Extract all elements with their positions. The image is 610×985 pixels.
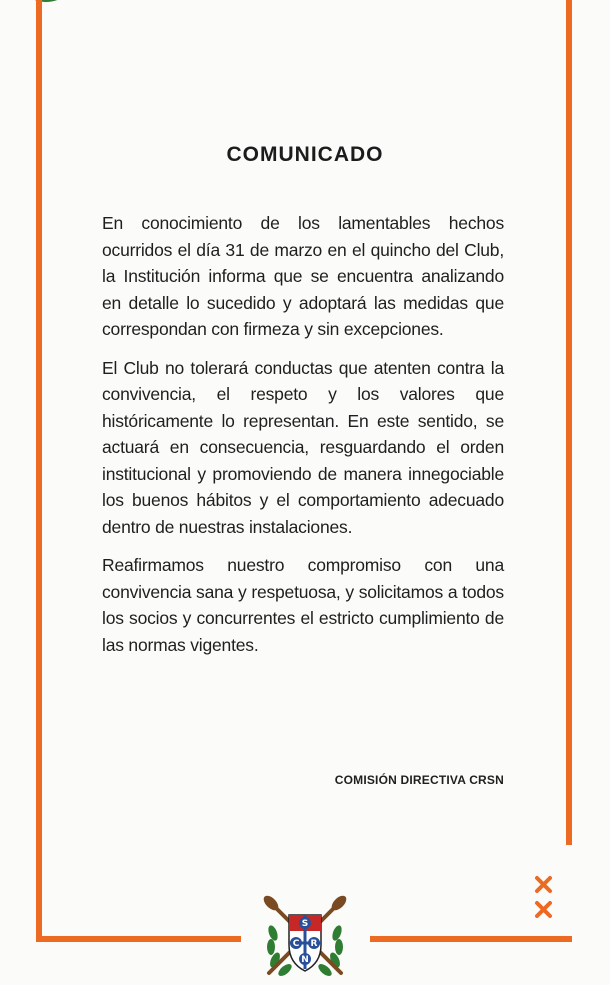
frame-bottom-right-border: [370, 936, 572, 942]
frame-left-border: [36, 0, 42, 942]
crest-letter-r: R: [310, 939, 318, 949]
paragraph-2: El Club no tolerará conductas que atenten contra la convivencia, el respeto y los valores que históricamente lo representan. En este sentido, se actuará en consecuencia, resguardando el orden institucional y promoviendo de manera innegociable los buenos hábitos y el comportamiento adecuado dentro de nuestras instalaciones.: [102, 357, 504, 537]
page-title: COMUNICADO: [226, 143, 384, 166]
announcement-body: [102, 210, 504, 670]
club-crest-partial-icon: [20, 0, 72, 16]
club-crest-icon: [259, 893, 351, 985]
paragraph-1: En conocimiento de los lamentables hechos ocurridos el día 31 de marzo en el quincho del Club, la Institución informa que se encuentra analizando en detalle lo sucedido y adoptará las medidas que correspondan con firmeza y sin excepciones.: [102, 213, 504, 339]
crest-letter-n: N: [301, 955, 309, 965]
paragraph-3: Reafirmamos nuestro compromiso con una convivencia sana y respetuosa, y solicitamos a todos los socios y concurrentes el estricto cumplimiento de las normas vigentes.: [102, 555, 504, 655]
frame-right-border: [566, 0, 572, 845]
frame-bottom-left-border: [36, 936, 241, 942]
crest-letter-s: S: [301, 919, 309, 929]
crest-letter-c: C: [292, 939, 300, 949]
x-mark-icon: [533, 873, 555, 921]
signature: COMISIÓN DIRECTIVA CRSN: [334, 773, 504, 787]
